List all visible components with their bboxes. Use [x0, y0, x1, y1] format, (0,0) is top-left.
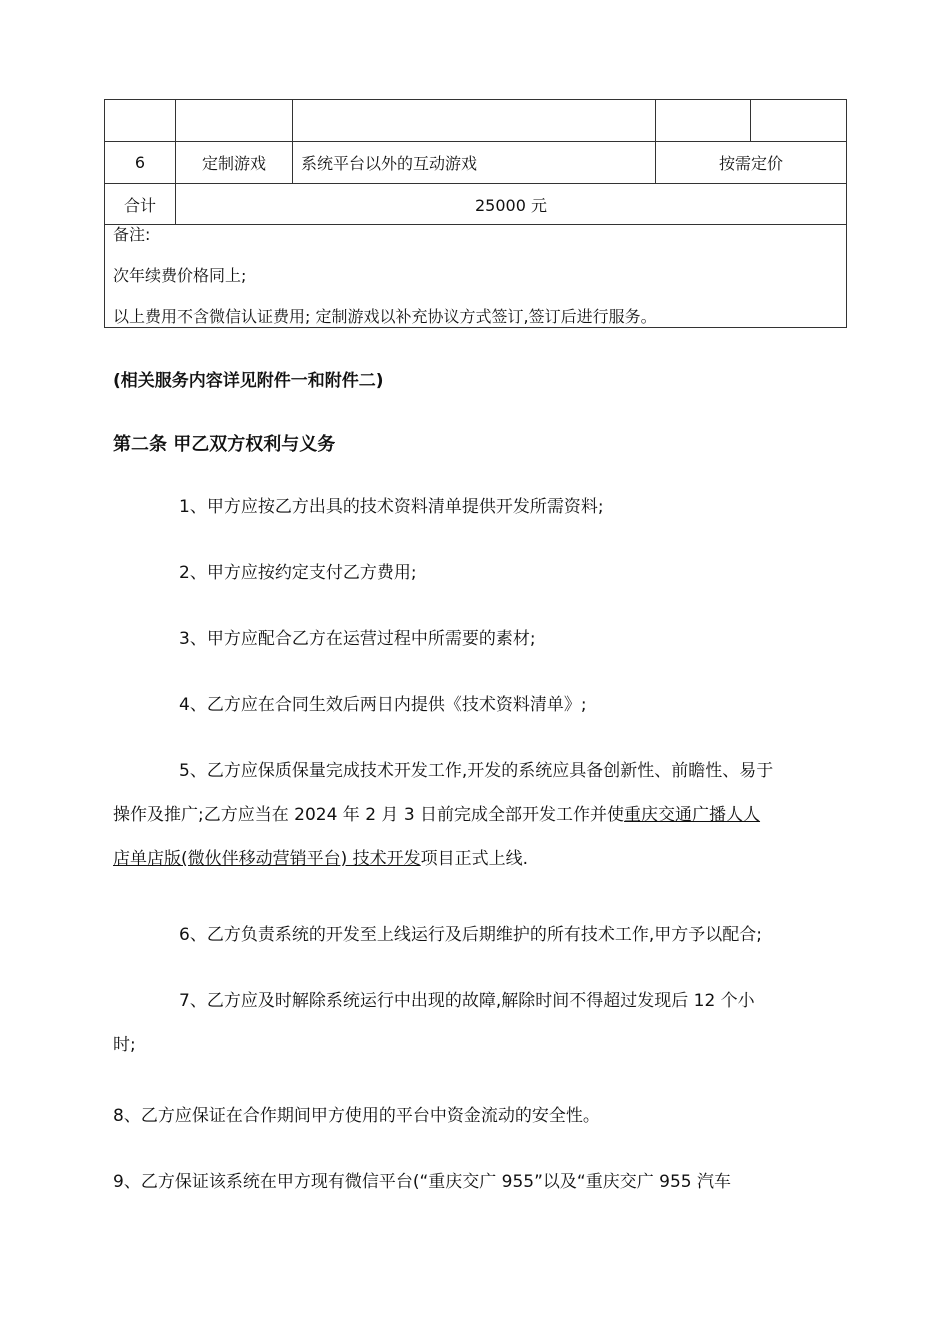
service-description: 系统平台以外的互动游戏	[293, 142, 656, 184]
item-5-line-2	[113, 793, 843, 837]
section-title: 第二条 甲乙双方权利与义务	[113, 434, 336, 455]
notes-row	[105, 225, 847, 328]
table-row	[105, 142, 847, 184]
attachment-reference: (相关服务内容详见附件一和附件二)	[113, 371, 384, 391]
table-cell	[656, 100, 751, 142]
item-7-line-1: 7、乙方应及时解除系统运行中出现的故障,解除时间不得超过发现后 12 个小	[179, 991, 755, 1011]
total-label: 合计	[105, 184, 176, 225]
table-row	[105, 100, 847, 142]
table-cell	[176, 100, 293, 142]
table-cell	[751, 100, 847, 142]
obligation-item-6: 6、乙方负责系统的开发至上线运行及后期维护的所有技术工作,甲方予以配合;	[179, 925, 762, 945]
item-7-line-2: 时;	[113, 1035, 136, 1055]
obligation-item-2: 2、甲方应按约定支付乙方费用;	[179, 563, 417, 583]
item-5-text-end: 项目正式上线.	[420, 849, 529, 869]
note-line-1: 次年续费价格同上;	[113, 266, 247, 285]
obligation-item-5	[113, 749, 843, 881]
item-5-line-1: 5、乙方应保质保量完成技术开发工作,开发的系统应具备创新性、前瞻性、易于	[179, 761, 774, 781]
table-cell	[293, 100, 656, 142]
notes-title: 备注:	[113, 225, 151, 244]
service-price: 按需定价	[656, 142, 847, 184]
obligation-item-7	[113, 979, 843, 1067]
notes-cell	[105, 225, 847, 328]
obligation-item-1: 1、甲方应按乙方出具的技术资料清单提供开发所需资料;	[179, 497, 604, 517]
service-fee-table	[104, 99, 847, 328]
table-cell	[105, 100, 176, 142]
project-name-underlined-cont: 店单店版(微伙伴移动营销平台) 技术开发	[113, 849, 421, 869]
note-line-2: 以上费用不含微信认证费用; 定制游戏以补充协议方式签订,签订后进行服务。	[113, 307, 657, 326]
obligation-item-4: 4、乙方应在合同生效后两日内提供《技术资料清单》;	[179, 695, 587, 715]
obligation-item-3: 3、甲方应配合乙方在运营过程中所需要的素材;	[179, 629, 536, 649]
project-name-underlined: 重庆交通广播人人	[624, 805, 761, 825]
service-item: 定制游戏	[176, 142, 293, 184]
obligation-item-8: 8、乙方应保证在合作期间甲方使用的平台中资金流动的安全性。	[113, 1106, 600, 1126]
total-row	[105, 184, 847, 225]
item-5-text: 操作及推广;乙方应当在 2024 年 2 月 3 日前完成全部开发工作并使	[113, 805, 625, 825]
total-value: 25000 元	[176, 184, 847, 225]
obligation-item-9: 9、乙方保证该系统在甲方现有微信平台(“重庆交广 955”以及“重庆交广 955 汽车	[113, 1172, 731, 1192]
row-number: 6	[105, 142, 176, 184]
item-5-line-3	[113, 837, 843, 881]
